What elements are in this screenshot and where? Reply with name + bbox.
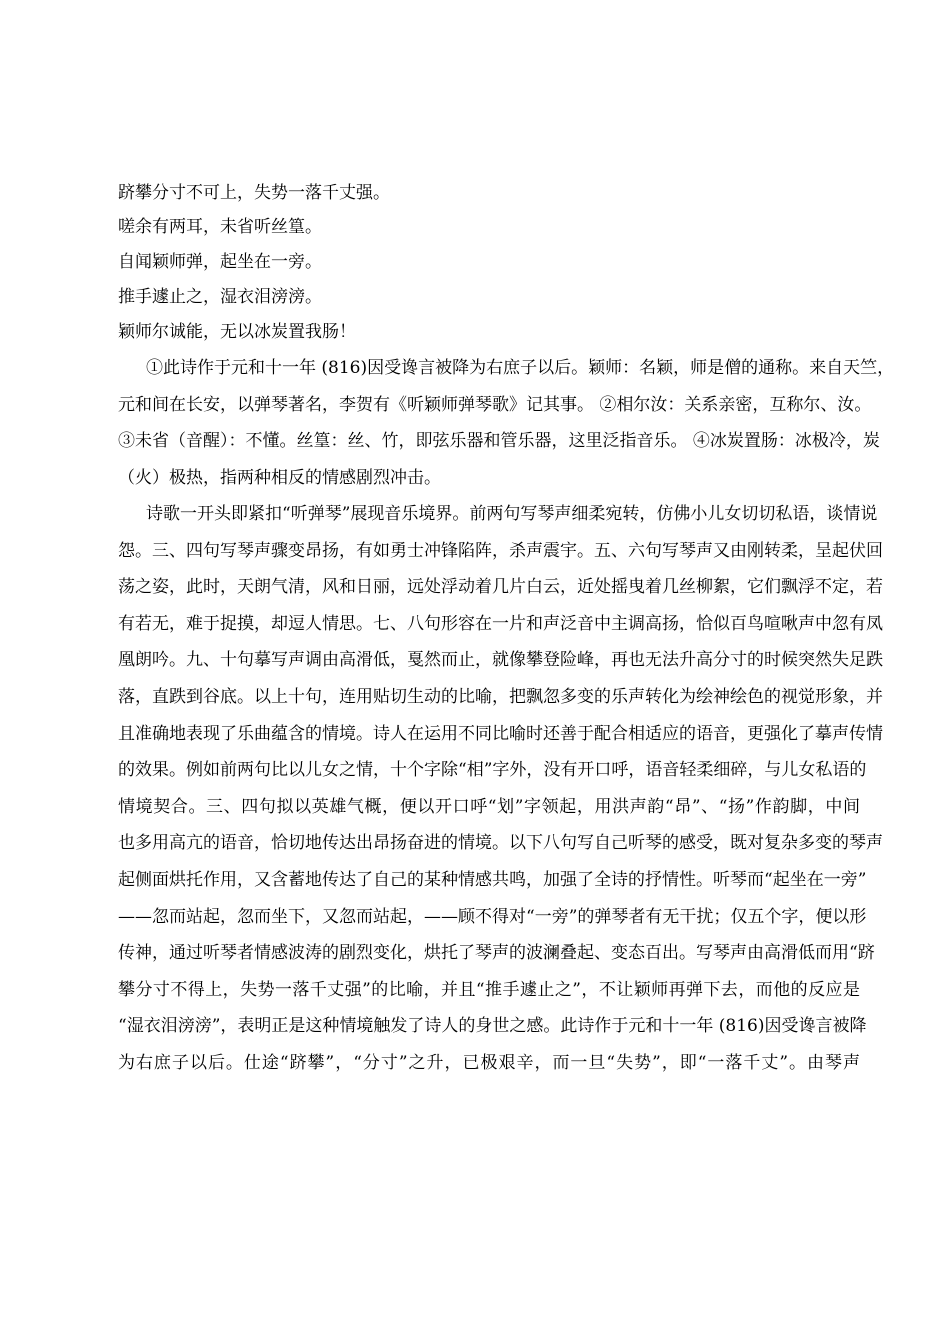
- commentary-block: [90, 496, 883, 1082]
- commentary-line: ——忽而站起，忽而坐下，又忽而站起，——顾不得对“一旁”的弹琴者有无干扰；仅五个字，便以形: [118, 906, 867, 927]
- commentary-line: 荡之姿，此时，天朗气清，风和日丽，远处浮动着几片白云，近处摇曳着几丝柳絮，它们飘浮不定，若: [118, 577, 883, 598]
- commentary-line: “湿衣泪滂滂”，表明正是这种情境触发了诗人的身世之感。此诗作于元和十一年 (816)因受谗言被降: [118, 1016, 867, 1037]
- annotation-line: ①此诗作于元和十一年 (816)因受谗言被降为右庶子以后。颖师：名颖，师是僧的通称。来自天竺，: [146, 358, 895, 378]
- poem-line: 自闻颖师弹，起坐在一旁。: [118, 252, 322, 272]
- commentary-line: 起侧面烘托作用，又含蓄地传达了自己的某种情感共鸣，加强了全诗的抒情性。听琴而“起坐在一旁”: [118, 869, 867, 890]
- commentary-line: 且准确地表现了乐曲蕴含的情境。诗人在运用不同比喻时还善于配合相适应的语音，更强化了摹声传情: [118, 723, 883, 744]
- poem-line: 跻攀分寸不可上，失势一落千丈强。: [118, 183, 390, 203]
- annotation-line: 元和间在长安，以弹琴著名，李贺有《听颖师弹琴歌》记其事。 ②相尔汝：关系亲密，互称尔、汝。: [118, 394, 872, 415]
- annotations-block: [90, 350, 895, 496]
- commentary-line: 也多用高亢的语音，恰切地传达出昂扬奋进的情境。以下八句写自己听琴的感受，既对复杂多变的琴声: [118, 833, 883, 854]
- commentary-line: 诗歌一开头即紧扣“听弹琴”展现音乐境界。前两句写琴声细柔宛转，仿佛小儿女切切私语，谈情说: [146, 504, 878, 524]
- document-page: [90, 176, 895, 1082]
- commentary-line: 传神，通过听琴者情感波涛的剧烈变化，烘托了琴声的波澜叠起、变态百出。写琴声由高滑低而用“跻: [118, 943, 875, 964]
- annotation-line: ③未省（音醒）：不懂。丝篁：丝、竹，即弦乐器和管乐器，这里泛指音乐。 ④冰炭置肠：冰极冷，炭: [118, 431, 880, 451]
- commentary-line: 怨。三、四句写琴声骤变昂扬，有如勇士冲锋陷阵，杀声震宇。五、六句写琴声又由刚转柔，呈起伏回: [118, 540, 883, 561]
- commentary-line: 凰朗吟。九、十句摹写声调由高滑低，戛然而止，就像攀登险峰，再也无法升高分寸的时候突然失足跌: [118, 650, 883, 671]
- annotation-paragraph: [90, 350, 895, 496]
- commentary-line: 攀分寸不得上，失势一落千丈强”的比喻，并且“推手遽止之”，不让颖师再弹下去，而他的反应是: [118, 979, 860, 1000]
- commentary-line: 的效果。例如前两句比以儿女之情，十个字除“相”字外，没有开口呼，语音轻柔细碎，与儿女私语的: [118, 760, 867, 781]
- commentary-paragraph: [90, 496, 883, 1082]
- poem-block: [90, 176, 860, 350]
- commentary-line: 落，直跌到谷底。以上十句，连用贴切生动的比喻，把飘忽多变的乐声转化为绘神绘色的视觉形象，并: [118, 686, 883, 707]
- poem-line: 颖师尔诚能，无以冰炭置我肠！: [118, 322, 356, 342]
- poem-line: 推手遽止之，湿衣泪滂滂。: [118, 287, 322, 307]
- commentary-line: 有若无，难于捉摸，却逗人情思。七、八句形容在一片和声泛音中主调高扬，恰似百鸟喧啾声中忽有凤: [118, 613, 883, 634]
- poem-line: 嗟余有两耳，未省听丝篁。: [118, 217, 322, 237]
- commentary-line: 情境契合。三、四句拟以英雄气概，便以开口呼“划”字领起，用洪声韵“昂”、“扬”作韵脚，中间: [118, 796, 860, 817]
- annotation-line: （火）极热，指两种相反的情感剧烈冲击。: [118, 467, 441, 488]
- commentary-line: 为右庶子以后。仕途“跻攀”，“分寸”之升，已极艰辛，而一旦“失势”，即“一落千丈”。由琴声: [118, 1052, 860, 1073]
